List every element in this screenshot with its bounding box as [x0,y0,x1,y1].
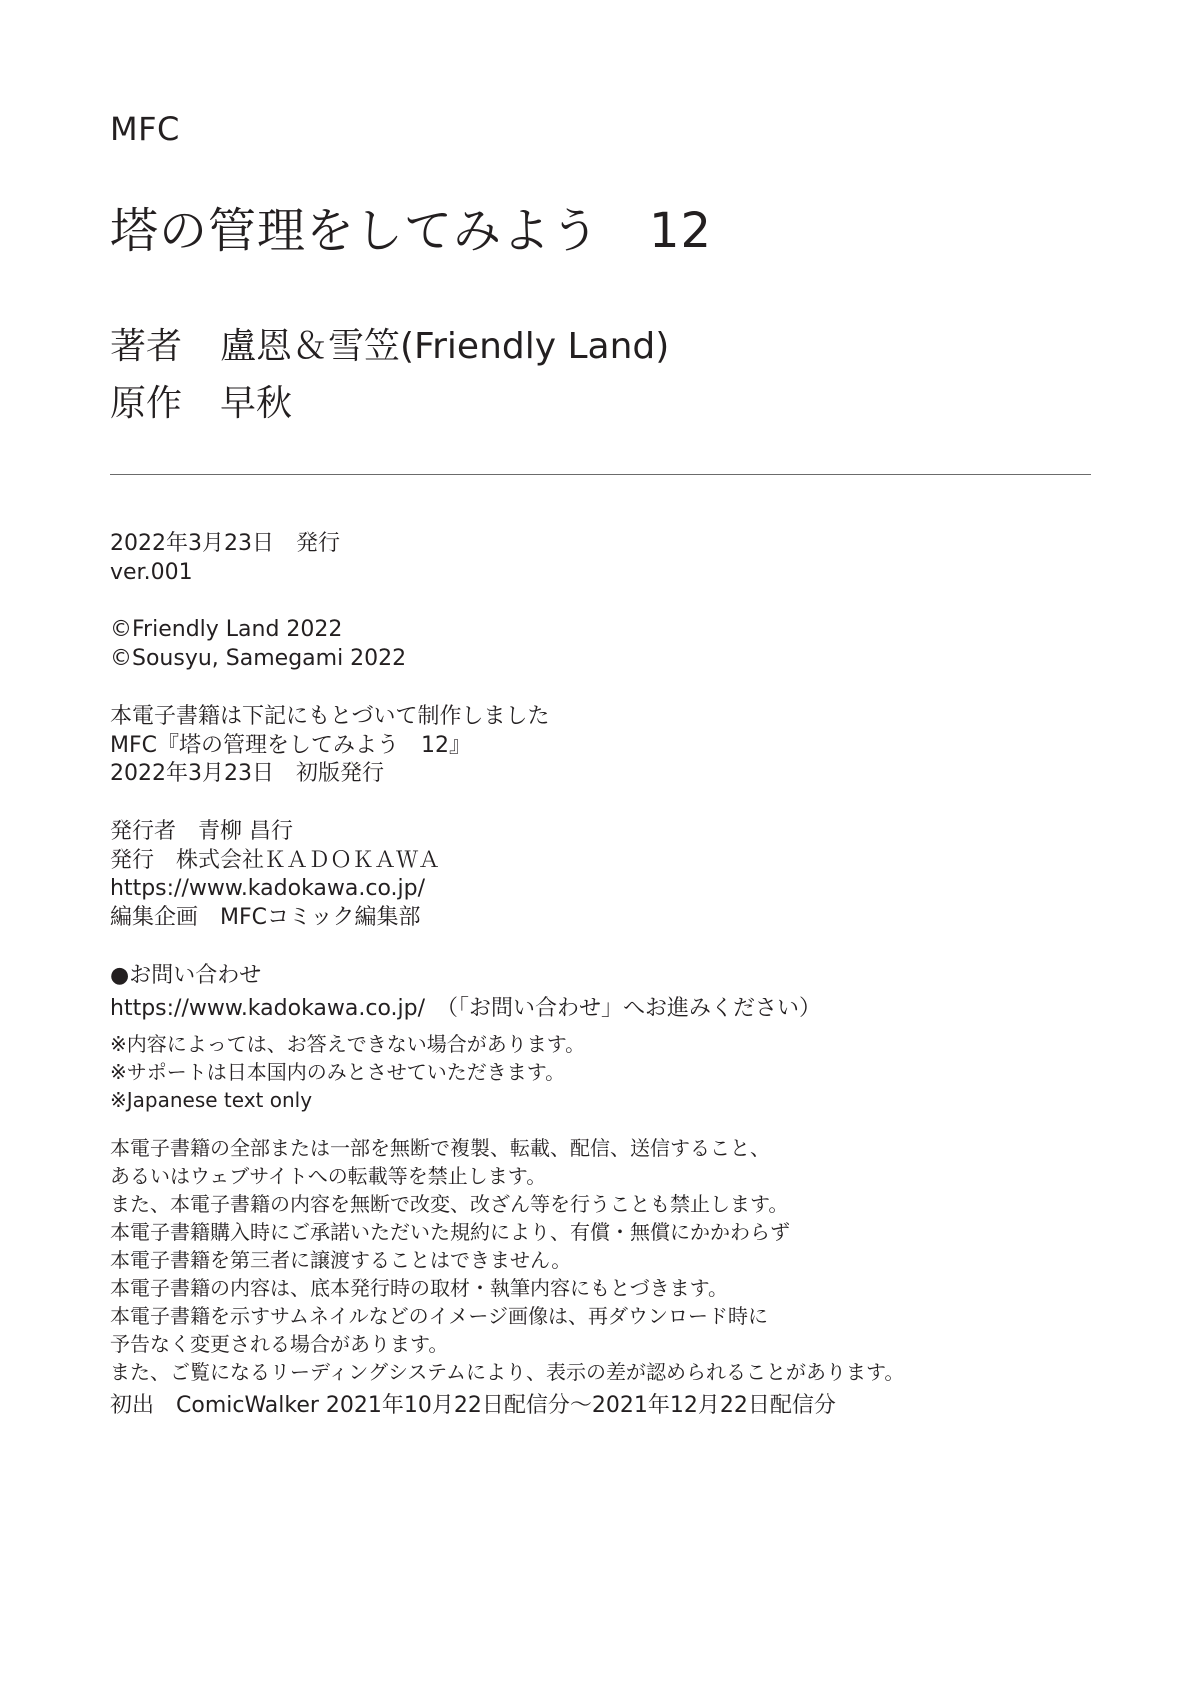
author-credit [110,318,669,369]
source-edition-line: MFC『塔の管理をしてみよう 12』 [110,732,471,758]
copyright-line: ©Friendly Land 2022 [110,617,343,642]
book-title: 塔の管理をしてみよう 12 [110,203,713,259]
source-edition-block [110,703,550,789]
author-name: 盧恩＆雪笠(Friendly Land) [220,326,670,367]
legal-note: また、ご覧になるリーディングシステムにより、表示の差が認められることがあります。 [110,1360,905,1384]
inquiry-note: ※サポートは日本国内のみとさせていただきます。 [110,1060,566,1084]
legal-note: また、本電子書籍の内容を無断で改変、改ざん等を行うことも禁止します。 [110,1192,789,1216]
legal-note: あるいはウェブサイトへの転載等を禁止します。 [110,1164,547,1188]
imprint-label: MFC [110,110,180,148]
legal-note: 予告なく変更される場合があります。 [110,1332,449,1356]
inquiry-note: ※内容によっては、お答えできない場合があります。 [110,1032,586,1056]
source-edition-line: 本電子書籍は下記にもとづいて制作しました [110,704,550,729]
editorial-department: 編集企画 MFCコミック編集部 [110,904,421,930]
legal-notes [110,1134,904,1386]
version: ver.001 [110,559,193,585]
inquiry-notes [110,1030,585,1114]
author-role: 著者 [110,326,183,367]
inquiry-note: ※Japanese text only [110,1088,313,1112]
original-work-credit [110,375,292,426]
publisher-block [110,818,440,932]
legal-note: 本電子書籍を第三者に譲渡することはできません。 [110,1248,572,1272]
inquiry-heading: ●お問い合わせ [110,963,262,988]
inquiry-block [110,962,821,1023]
publication-block [110,530,340,587]
source-edition-line: 2022年3月23日 初版発行 [110,761,384,786]
legal-note: 本電子書籍を示すサムネイルなどのイメージ画像は、再ダウンロード時に [110,1304,768,1328]
original-work-role: 原作 [110,383,183,424]
publisher-url: https://www.kadokawa.co.jp/ [110,876,426,901]
legal-note: 本電子書籍の内容は、底本発行時の取材・執筆内容にもとづきます。 [110,1276,728,1300]
copyright-block [110,616,406,673]
inquiry-url-line: https://www.kadokawa.co.jp/ （「お問い合わせ」へお進みください） [110,995,822,1021]
original-work-name: 早秋 [220,383,293,424]
publisher-person: 発行者 青柳 昌行 [110,819,293,844]
publication-date: 2022年3月23日 発行 [110,531,340,556]
copyright-line: ©Sousyu, Samegami 2022 [110,645,407,671]
publisher-company: 発行 株式会社ＫＡＤＯＫＡＷＡ [110,847,441,873]
first-appearance: 初出 ComicWalker 2021年10月22日配信分～2021年12月22日配信分 [110,1393,836,1418]
legal-note: 本電子書籍の全部または一部を無断で複製、転載、配信、送信すること、 [110,1136,770,1160]
divider-line [110,474,1091,475]
legal-note: 本電子書籍購入時にご承諾いただいた規約により、有償・無償にかかわらず [110,1220,790,1244]
